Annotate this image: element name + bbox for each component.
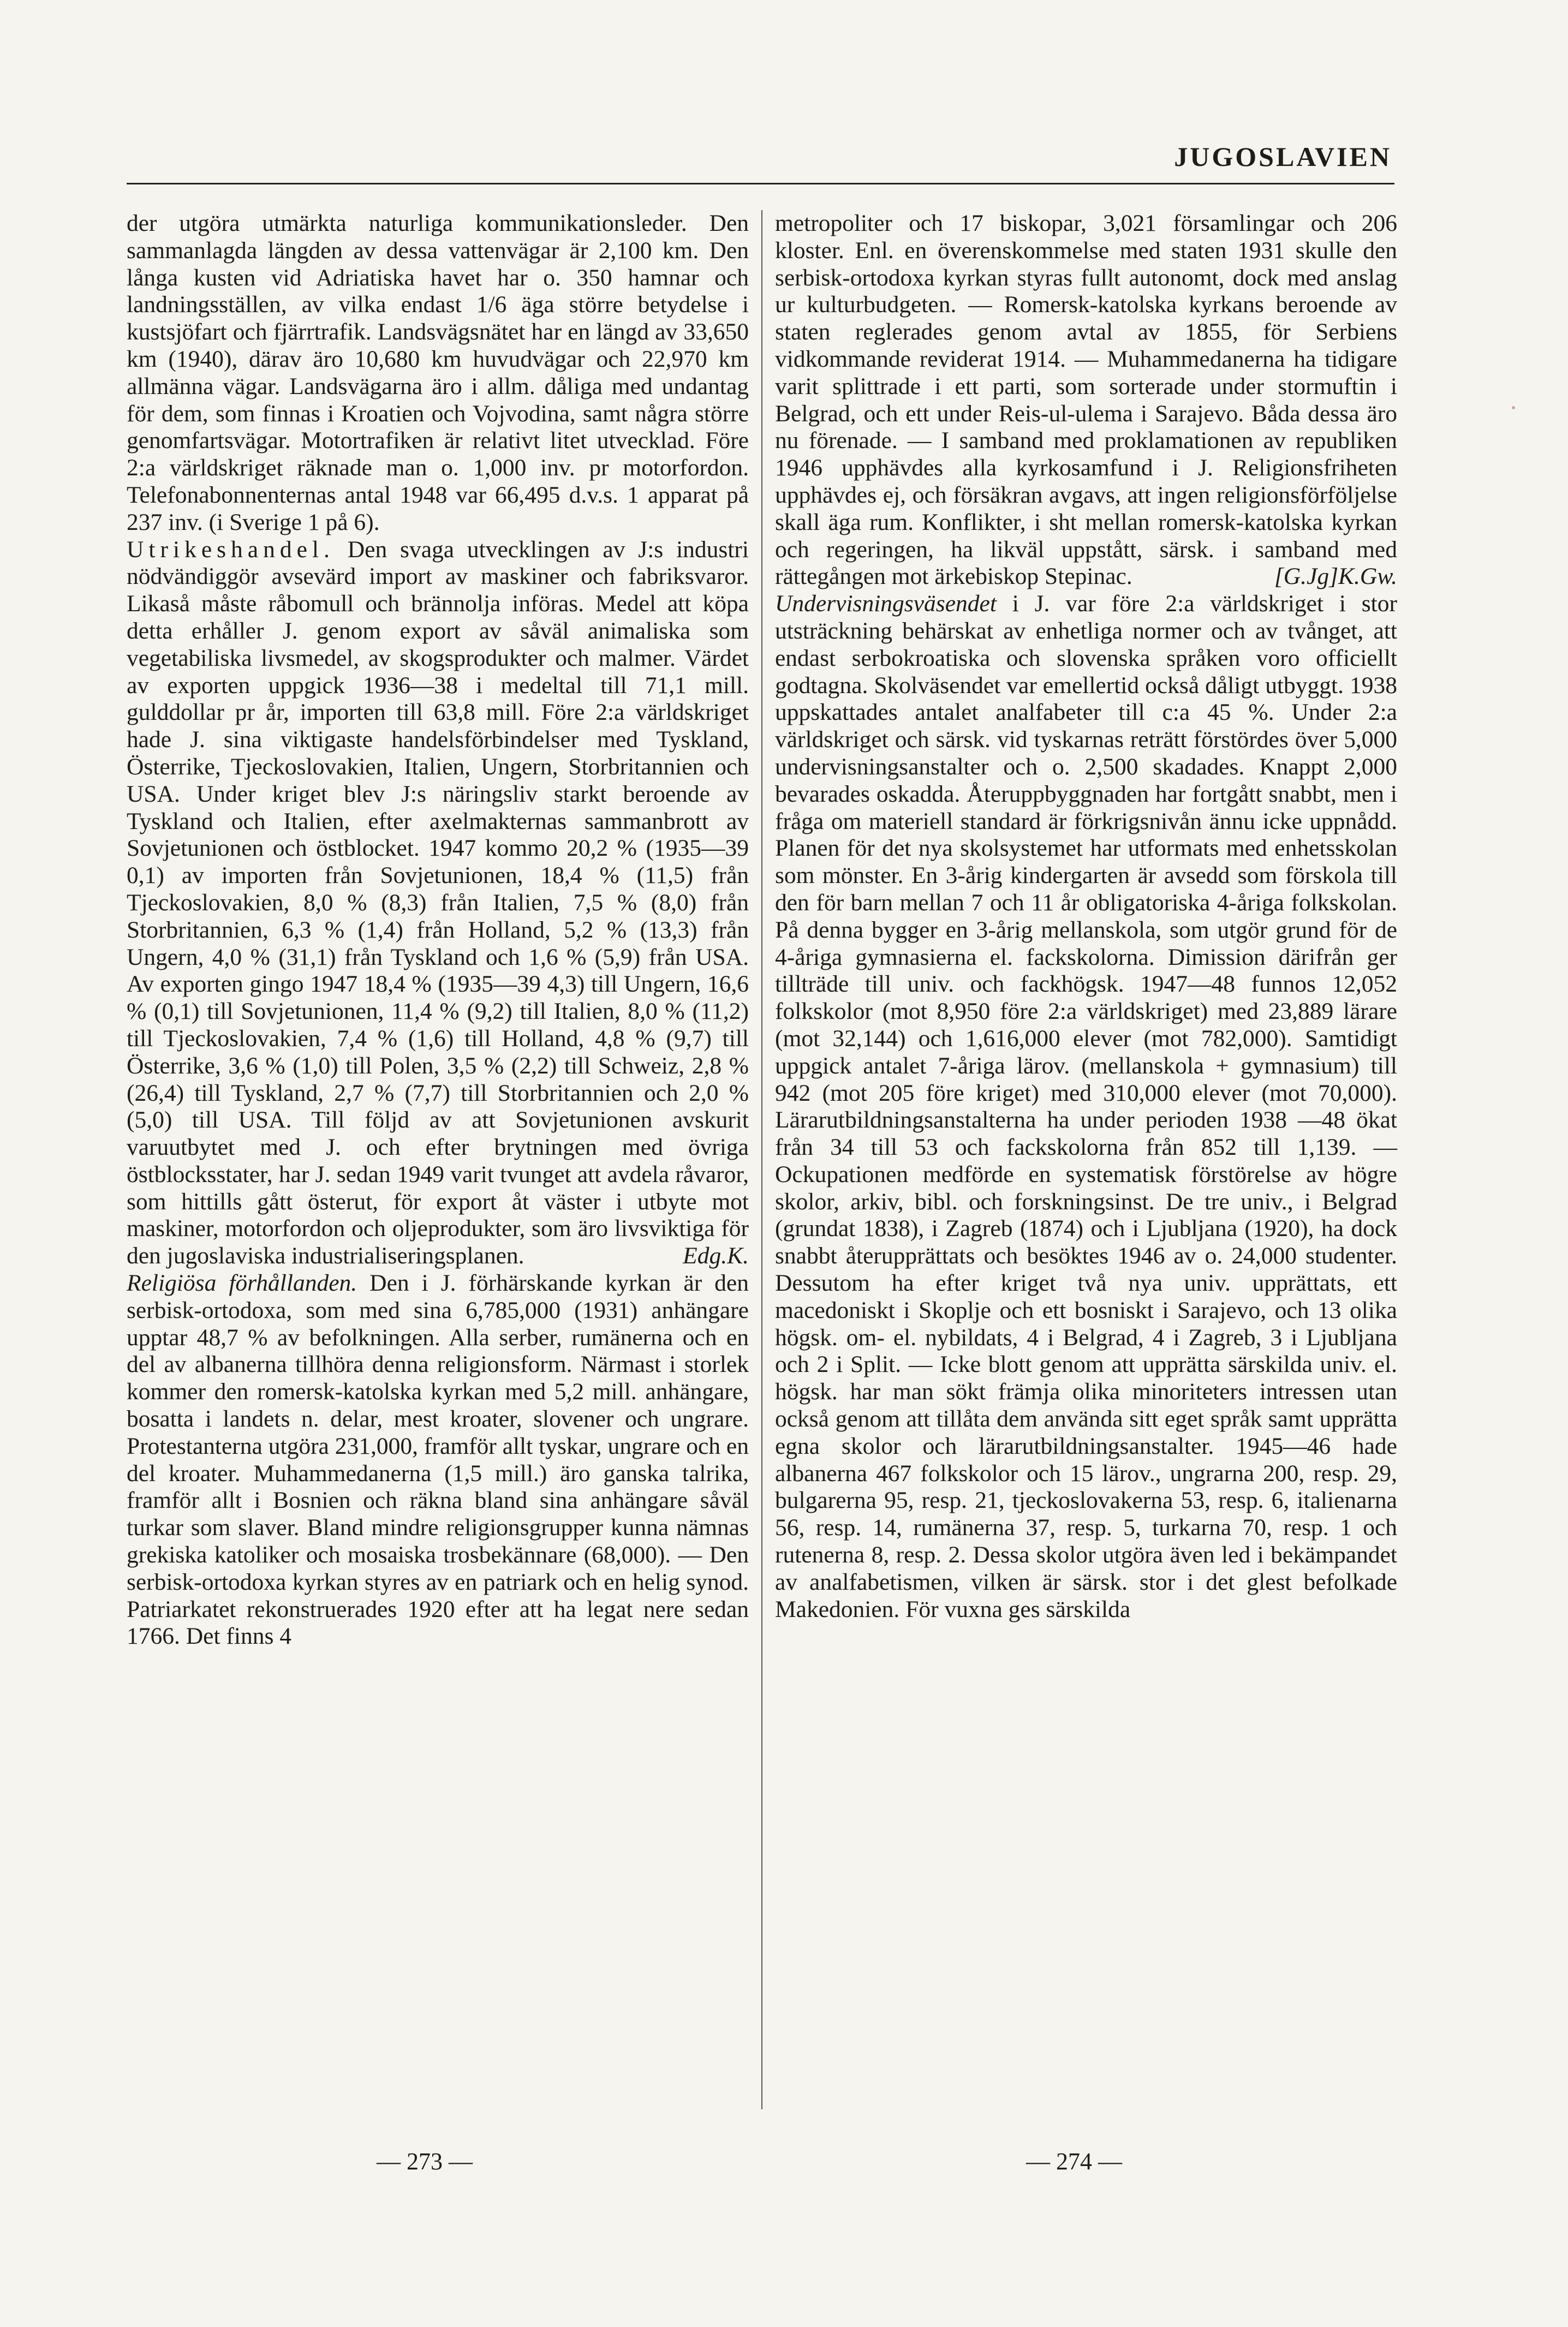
page-number-right: — 274 — (1026, 2148, 1122, 2175)
author-signature: Edg.K. (683, 1243, 749, 1269)
page-number-left: — 273 — (377, 2148, 473, 2175)
paragraph-text: metropoliter och 17 biskopar, 3,021 församlingar och 206 kloster. Enl. en överenskommelse med staten 1931 skulle den serbisk-ortodoxa kyrkan styras fullt autonomt, dock med anslag ur kulturbudgeten. — Romersk-katolska kyrkans beroende av staten reglerades genom avtal av 1855, för Serbiens vidkommande reviderat 1914. — Muhammedanerna ha tidigare varit splittrade i ett parti, som sorterade under stormuftin i Belgrad, och ett under Reis-ul-ulema i Sarajevo. Båda dessa äro nu förenade. — I samband med proklamationen av republiken 1946 upphävdes alla kyrkosamfund i J. Religionsfriheten upphävdes ej, och försäkran avgavs, att ingen religionsförföljelse skall äga rum. Konflikter, i sht mellan romersk-katolska kyrkan och regeringen, ha likväl uppstått, särsk. i samband med rättegången mot ärkebiskop Stepinac. (775, 210, 1397, 590)
paragraph-religion (127, 1270, 749, 1650)
column-rule (761, 210, 762, 2109)
section-heading-education: Undervisningsväsendet (775, 590, 997, 617)
paragraph-education (775, 590, 1397, 1623)
header-rule (127, 183, 1394, 184)
paragraph-church (775, 210, 1397, 590)
paragraph-text: Den svaga utvecklingen av J:s industri nödvändiggör avsevärd import av maskiner och fabriksvaror. Likaså måste råbomull och brännolja införas. Medel att köpa detta erhåller J. genom export av såväl animaliska som vegetabiliska livsmedel, av skogsprodukter och malmer. Värdet av exporten uppgick 1936—38 i medeltal till 71,1 mill. gulddollar pr år, importen till 63,8 mill. Före 2:a världskriget hade J. sina viktigaste handelsförbindelser med Tyskland, Österrike, Tjeckoslovakien, Italien, Ungern, Storbritannien och USA. Under kriget blev J:s näringsliv starkt beroende av Tyskland och Italien, efter axelmakternas sammanbrott av Sovjetunionen och östblocket. 1947 kommo 20,2 % (1935—39 0,1) av importen från Sovjetunionen, 18,4 % (11,5) från Tjeckoslovakien, 8,0 % (8,3) från Italien, 7,5 % (8,0) från Storbritannien, 6,3 % (1,4) från Holland, 5,2 % (13,3) från Ungern, 4,0 % (31,1) från Tyskland och 1,6 % (5,9) från USA. Av exporten gingo 1947 18,4 % (1935—39 4,3) till Ungern, 16,6 % (0,1) till Sovjetunionen, 11,4 % (9,2) till Italien, 8,0 % (11,2) till Tjeckoslovakien, 7,4 % (1,6) till Holland, 4,8 % (9,7) till Österrike, 3,6 % (1,0) till Polen, 3,5 % (2,2) till Schweiz, 2,8 % (26,4) till Tyskland, 2,7 % (7,7) till Storbritannien och 2,0 % (5,0) till USA. Till följd av att Sovjetunionen avskurit varuutbytet med J. och efter brytningen med övriga östblocksstater, har J. sedan 1949 varit tvunget att avdela råvaror, som hittills gått österut, för export åt väster i utbyte mot maskiner, motorfordon och oljeprodukter, som äro livsviktiga för den jugoslaviska industrialiseringsplanen. (127, 536, 749, 1269)
section-heading-religion: Religiösa förhållanden. (127, 1270, 357, 1297)
paper-speck (1512, 406, 1515, 409)
running-head: JUGOSLAVIEN (1174, 141, 1392, 172)
author-signature: [G.Jg]K.Gw. (1274, 563, 1397, 590)
paragraph-communications: der utgöra utmärkta naturliga kommunikationsleder. Den sammanlagda längden av dessa vattenvägar är 2,100 km. Den långa kusten vid Adriatiska havet har o. 350 hamnar och landningsställen, av vilka endast 1/6 äga större betydelse i kustsjöfart och fjärrtrafik. Landsvägsnätet har en längd av 33,650 km (1940), därav äro 10,680 km huvudvägar och 22,970 km allmänna vägar. Landsvägarna äro i allm. dåliga med undantag för dem, som finnas i Kroatien och Vojvodina, samt några större genomfartsvägar. Motortrafiken är relativt litet utvecklad. Före 2:a världskriget räknade man o. 1,000 inv. pr motorfordon. Telefonabonnenternas antal 1948 var 66,495 d.v.s. 1 apparat på 237 inv. (i Sverige 1 på 6). (127, 210, 749, 535)
left-column (127, 210, 749, 1650)
right-column (775, 210, 1397, 1623)
paragraph-text: i J. var före 2:a världskriget i stor utsträckning behärskat av enhetliga normer och av tvånget, att endast serbokroatiska och slovenska språken voro officiellt godtagna. Skolväsendet var emellertid också dåligt utbyggt. 1938 uppskattades antalet analfabeter till c:a 45 %. Under 2:a världskriget och särsk. vid tyskarnas reträtt förstördes över 5,000 undervisningsanstalter och o. 2,500 skadades. Knappt 2,000 bevarades oskadda. Återuppbyggnaden har fortgått snabbt, men i fråga om materiell standard är förkrigsnivån ännu icke uppnådd. Planen för det nya skolsystemet har utformats med enhetsskolan som mönster. En 3-årig kindergarten är avsedd som förskola till den för barn mellan 7 och 11 år obligatoriska 4-åriga folkskolan. På denna bygger en 3-årig mellanskola, som utgör grund för de 4-åriga gymnasierna el. fackskolorna. Dimission därifrån ger tillträde till univ. och fackhögsk. 1947—48 funnos 12,052 folkskolor (mot 8,950 före 2:a världskriget) med 23,889 lärare (mot 32,144) och 1,616,000 elever (mot 782,000). Samtidigt uppgick antalet 7-åriga lärov. (mellanskola + gymnasium) till 942 (mot 205 före kriget) med 310,000 elever (mot 70,000). Lärarutbildningsanstalterna ha under perioden 1938 —48 ökat från 34 till 53 och fackskolorna från 852 till 1,139. — Ockupationen medförde en systematisk förstörelse av högre skolor, arkiv, bibl. och forskningsinst. De tre univ., i Belgrad (grundat 1838), i Zagreb (1874) och i Ljubljana (1920), ha dock snabbt återupprättats och besöktes 1946 av o. 24,000 studenter. Dessutom ha efter kriget två nya univ. upprättats, ett macedoniskt i Skoplje och ett bosniskt i Sarajevo, och 13 olika högsk. om- el. nybildats, 4 i Belgrad, 4 i Zagreb, 3 i Ljubljana och 2 i Split. — Icke blott genom att upprätta särskilda univ. el. högsk. har man sökt främja olika minoriteters intressen utan också genom att tillåta dem använda sitt eget språk samt upprätta egna skolor och lärarutbildningsanstalter. 1945—46 hade albanerna 467 folkskolor och 15 lärov., ungrarna 200, resp. 29, bulgarerna 95, resp. 21, tjeckoslovakerna 53, resp. 6, italienarna 56, resp. 14, rumänerna 37, resp. 5, turkarna 70, resp. 1 och rutenerna 8, resp. 2. Dessa skolor utgöra även led i bekämpandet av analfabetismen, vilken är särsk. stor i det glest befolkade Makedonien. För vuxna ges särskilda (775, 590, 1397, 1622)
section-heading-utrikeshandel: Utrikeshandel. (127, 536, 335, 563)
paragraph-foreign-trade (127, 536, 749, 1270)
paragraph-text: Den i J. förhärskande kyrkan är den serbisk-ortodoxa, som med sina 6,785,000 (1931) anhängare upptar 48,7 % av befolkningen. Alla serber, rumänerna och en del av albanerna tillhöra denna religionsform. Närmast i storlek kommer den romersk-katolska kyrkan med 5,2 mill. anhängare, bosatta i landets n. delar, mest kroater, slovener och ungrare. Protestanterna utgöra 231,000, framför allt tyskar, ungrare och en del kroater. Muhammedanerna (1,5 mill.) äro ganska talrika, framför allt i Bosnien och räkna bland sina anhängare såväl turkar som slaver. Bland mindre religionsgrupper kunna nämnas grekiska katoliker och mosaiska trosbekännare (68,000). — Den serbisk-ortodoxa kyrkan styres av en patriark och en helig synod. Patriarkatet rekonstruerades 1920 efter att ha legat nere sedan 1766. Det finns 4 (127, 1270, 749, 1650)
